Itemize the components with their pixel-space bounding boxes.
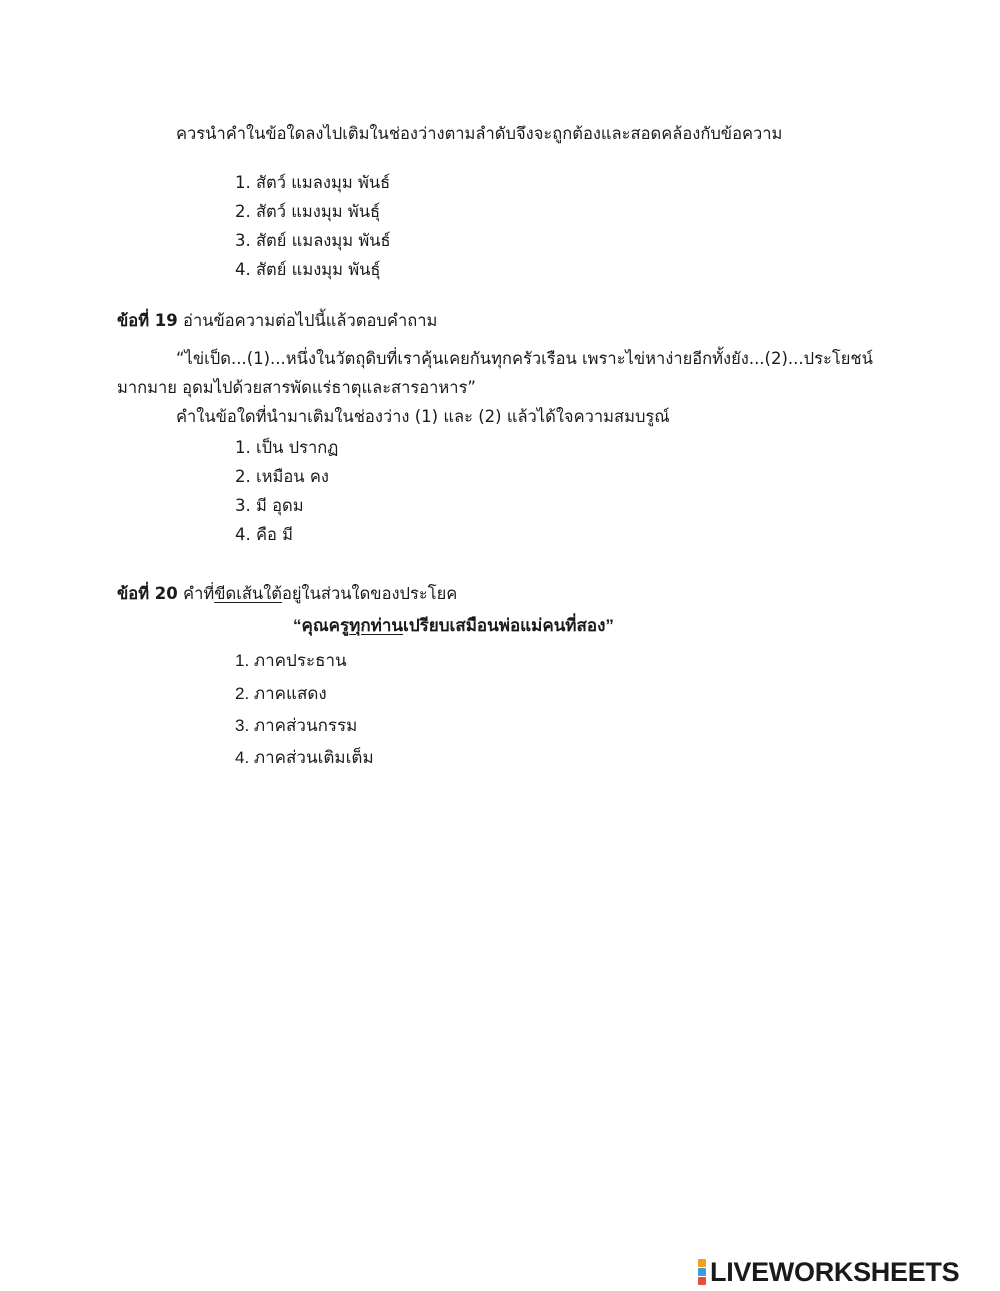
- logo-block-blue: [698, 1268, 706, 1276]
- q19-option-2: 2. เหมือน คง: [235, 467, 329, 486]
- q18-prompt: ควรนำคำในข้อใดลงไปเติมในช่องว่างตามลำดับจึงจะถูกต้องและสอดคล้องกับข้อความ: [176, 124, 783, 143]
- q20-heading: [117, 583, 457, 605]
- q20-sentence-post: เปรียบเสมือนพ่อแม่คนที่สอง”: [403, 616, 614, 635]
- logo-mark-icon: [698, 1259, 706, 1285]
- q20-instruction-underlined: ขีดเส้นใต้: [214, 584, 282, 603]
- q20-option-3: 3. ภาคส่วนกรรม: [235, 716, 358, 735]
- q18-option-1: 1. สัตว์ แมลงมุม พันธ์: [235, 173, 391, 192]
- q20-sentence-underlined: ทุกท่าน: [349, 616, 404, 635]
- q20-option-1: 1. ภาคประธาน: [235, 651, 347, 670]
- q19-passage-line-1: “ไข่เป็ด...(1)...หนึ่งในวัตถุดิบที่เราคุ้นเคยกันทุกครัวเรือน เพราะไข่หาง่ายอีกทั้งยัง...(2)...ประโยชน์: [176, 349, 873, 368]
- q19-option-3: 3. มี อุดม: [235, 496, 304, 515]
- q19-passage-line-2: มากมาย อุดมไปด้วยสารพัดแร่ธาตุและสารอาหาร”: [117, 378, 476, 397]
- q19-option-1: 1. เป็น ปรากฏ: [235, 438, 339, 457]
- q20-option-4: 4. ภาคส่วนเติมเต็ม: [235, 748, 374, 767]
- logo-block-orange: [698, 1259, 706, 1267]
- q20-option-2: 2. ภาคแสดง: [235, 684, 327, 703]
- q20-sentence: [293, 615, 614, 637]
- q18-option-4: 4. สัตย์ แมงมุม พันธุ์: [235, 260, 381, 279]
- q19-label: ข้อที่ 19: [117, 311, 178, 330]
- q18-option-3: 3. สัตย์ แมลงมุม พันธ์: [235, 231, 391, 250]
- q20-instruction: [183, 584, 457, 603]
- liveworksheets-logo[interactable]: [698, 1257, 959, 1287]
- q19-heading: [117, 310, 437, 332]
- q18-option-2: 2. สัตว์ แมงมุม พันธุ์: [235, 202, 381, 221]
- q20-label: ข้อที่ 20: [117, 584, 178, 603]
- q20-sentence-pre: “คุณครู: [293, 616, 350, 635]
- q19-question: คำในข้อใดที่นำมาเติมในช่องว่าง (1) และ (2) แล้วได้ใจความสมบรูณ์: [176, 407, 670, 426]
- logo-block-red: [698, 1277, 706, 1285]
- logo-text: LIVEWORKSHEETS: [710, 1256, 960, 1287]
- q19-option-4: 4. คือ มี: [235, 525, 294, 544]
- q20-instruction-pre: คำที่: [183, 584, 215, 603]
- q19-instruction: อ่านข้อความต่อไปนี้แล้วตอบคำถาม: [183, 311, 438, 330]
- q20-instruction-post: อยู่ในส่วนใดของประโยค: [281, 584, 458, 603]
